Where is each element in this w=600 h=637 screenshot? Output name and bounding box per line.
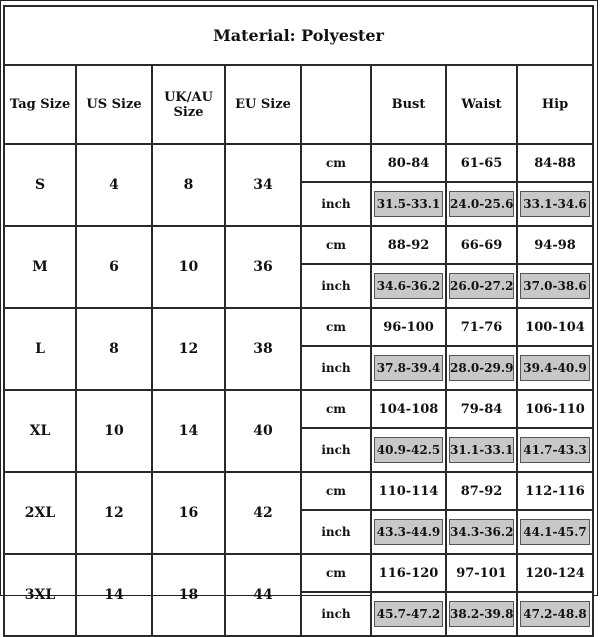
table-row <box>4 554 593 592</box>
waist-inch-value: 38.2-39.8 <box>449 601 514 627</box>
bust-inch-value: 34.6-36.2 <box>374 273 443 299</box>
unit-inch-label: inch <box>301 182 371 226</box>
eu-size-cell: 40 <box>225 390 301 472</box>
us-size-cell: 4 <box>76 144 152 226</box>
hip-inch-cell <box>517 592 593 636</box>
hip-cm-cell: 112-116 <box>517 472 593 510</box>
tag-size-cell: XL <box>4 390 76 472</box>
table-row <box>4 472 593 510</box>
waist-inch-cell <box>446 428 517 472</box>
hip-inch-cell <box>517 510 593 554</box>
size-chart-table <box>3 5 594 637</box>
bust-inch-cell <box>371 510 446 554</box>
us-size-cell: 6 <box>76 226 152 308</box>
tag-size-cell: S <box>4 144 76 226</box>
eu-size-cell: 34 <box>225 144 301 226</box>
hip-cm-cell: 106-110 <box>517 390 593 428</box>
unit-cm-label: cm <box>301 226 371 264</box>
bust-inch-cell <box>371 346 446 390</box>
bust-inch-cell <box>371 428 446 472</box>
waist-inch-cell <box>446 592 517 636</box>
unit-cm-label: cm <box>301 554 371 592</box>
hip-inch-cell <box>517 182 593 226</box>
bust-inch-value: 31.5-33.1 <box>374 191 443 217</box>
header-waist: Waist <box>446 65 517 144</box>
ukau-size-cell: 18 <box>152 554 225 636</box>
header-ukau-line1: UK/AU <box>164 89 213 105</box>
unit-inch-label: inch <box>301 428 371 472</box>
waist-cm-cell: 97-101 <box>446 554 517 592</box>
waist-cm-cell: 61-65 <box>446 144 517 182</box>
bust-cm-cell: 80-84 <box>371 144 446 182</box>
hip-inch-cell <box>517 346 593 390</box>
header-us-size: US Size <box>76 65 152 144</box>
eu-size-cell: 36 <box>225 226 301 308</box>
hip-cm-cell: 100-104 <box>517 308 593 346</box>
header-tag-size: Tag Size <box>4 65 76 144</box>
hip-inch-value: 39.4-40.9 <box>520 355 590 381</box>
bust-inch-value: 45.7-47.2 <box>374 601 443 627</box>
tag-size-cell: M <box>4 226 76 308</box>
ukau-size-cell: 8 <box>152 144 225 226</box>
bust-inch-value: 43.3-44.9 <box>374 519 443 545</box>
ukau-size-cell: 16 <box>152 472 225 554</box>
bust-cm-cell: 116-120 <box>371 554 446 592</box>
waist-cm-cell: 87-92 <box>446 472 517 510</box>
header-unit <box>301 65 371 144</box>
bust-cm-cell: 96-100 <box>371 308 446 346</box>
header-eu-size: EU Size <box>225 65 301 144</box>
waist-inch-cell <box>446 182 517 226</box>
size-rows <box>4 144 593 636</box>
eu-size-cell: 42 <box>225 472 301 554</box>
tag-size-cell: L <box>4 308 76 390</box>
unit-inch-label: inch <box>301 592 371 636</box>
waist-inch-value: 28.0-29.9 <box>449 355 514 381</box>
hip-cm-cell: 94-98 <box>517 226 593 264</box>
us-size-cell: 8 <box>76 308 152 390</box>
hip-inch-value: 33.1-34.6 <box>520 191 590 217</box>
bust-cm-cell: 88-92 <box>371 226 446 264</box>
bust-cm-cell: 104-108 <box>371 390 446 428</box>
bust-inch-cell <box>371 592 446 636</box>
unit-cm-label: cm <box>301 308 371 346</box>
waist-inch-cell <box>446 510 517 554</box>
unit-inch-label: inch <box>301 510 371 554</box>
tag-size-cell: 3XL <box>4 554 76 636</box>
table-row <box>4 144 593 182</box>
hip-inch-cell <box>517 264 593 308</box>
bust-inch-cell <box>371 264 446 308</box>
tag-size-cell: 2XL <box>4 472 76 554</box>
us-size-cell: 12 <box>76 472 152 554</box>
bust-inch-cell <box>371 182 446 226</box>
hip-inch-value: 37.0-38.6 <box>520 273 590 299</box>
waist-cm-cell: 79-84 <box>446 390 517 428</box>
ukau-size-cell: 12 <box>152 308 225 390</box>
unit-cm-label: cm <box>301 472 371 510</box>
eu-size-cell: 38 <box>225 308 301 390</box>
ukau-size-cell: 10 <box>152 226 225 308</box>
unit-cm-label: cm <box>301 144 371 182</box>
hip-inch-value: 41.7-43.3 <box>520 437 590 463</box>
waist-inch-value: 24.0-25.6 <box>449 191 514 217</box>
us-size-cell: 10 <box>76 390 152 472</box>
bust-inch-value: 37.8-39.4 <box>374 355 443 381</box>
waist-inch-cell <box>446 346 517 390</box>
unit-inch-label: inch <box>301 264 371 308</box>
header-ukau-line2: Size <box>173 104 204 120</box>
hip-inch-value: 44.1-45.7 <box>520 519 590 545</box>
waist-inch-value: 34.3-36.2 <box>449 519 514 545</box>
ukau-size-cell: 14 <box>152 390 225 472</box>
waist-cm-cell: 71-76 <box>446 308 517 346</box>
eu-size-cell: 44 <box>225 554 301 636</box>
waist-inch-value: 31.1-33.1 <box>449 437 514 463</box>
us-size-cell: 14 <box>76 554 152 636</box>
waist-cm-cell: 66-69 <box>446 226 517 264</box>
hip-inch-value: 47.2-48.8 <box>520 601 590 627</box>
header-ukau-size <box>152 65 225 144</box>
unit-cm-label: cm <box>301 390 371 428</box>
header-bust: Bust <box>371 65 446 144</box>
hip-cm-cell: 120-124 <box>517 554 593 592</box>
waist-inch-cell <box>446 264 517 308</box>
bust-cm-cell: 110-114 <box>371 472 446 510</box>
material-title: Material: Polyester <box>4 6 593 65</box>
hip-cm-cell: 84-88 <box>517 144 593 182</box>
table-row <box>4 226 593 264</box>
hip-inch-cell <box>517 428 593 472</box>
table-row <box>4 390 593 428</box>
bust-inch-value: 40.9-42.5 <box>374 437 443 463</box>
header-hip: Hip <box>517 65 593 144</box>
unit-inch-label: inch <box>301 346 371 390</box>
table-row <box>4 308 593 346</box>
waist-inch-value: 26.0-27.2 <box>449 273 514 299</box>
